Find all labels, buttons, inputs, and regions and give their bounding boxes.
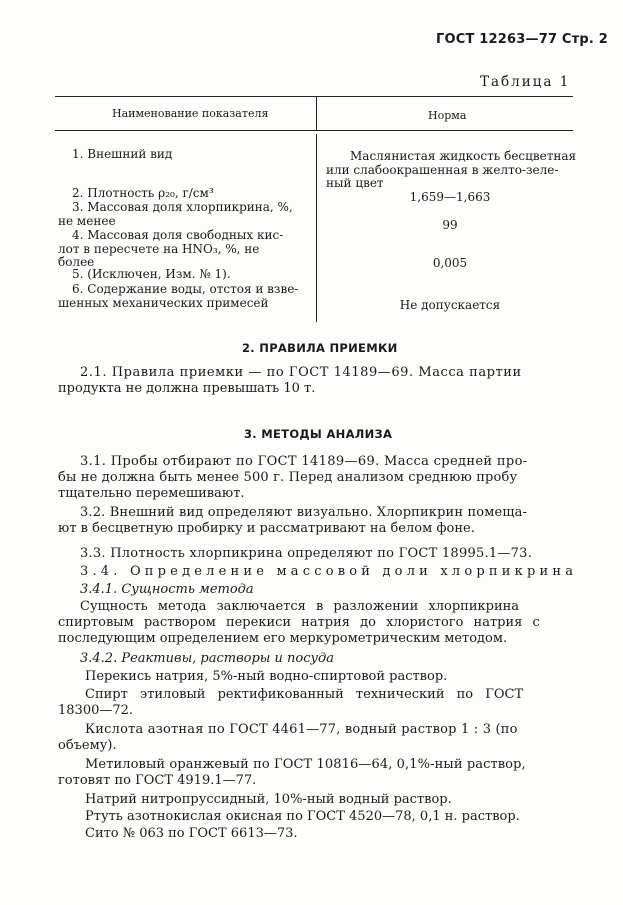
reagent-2: Спирт этиловый ректификованный технический по ГОСТ 18300—72. bbox=[58, 687, 524, 718]
row-2-norm: 1,659—1,663 bbox=[409, 190, 491, 204]
reagent-7: Сито № 063 по ГОСТ 6613—73. bbox=[85, 826, 298, 841]
row-1-name: 1. Внешний вид bbox=[72, 147, 173, 161]
para-3-2: 3.2. Внешний вид определяют визуально. Хлорпикрин помеща- ют в бесцветную пробирку и рассматривают на белом фоне. bbox=[58, 505, 528, 536]
para-3-1: 3.1. Пробы отбирают по ГОСТ 14189—69. Масса средней про- бы не должна быть менее 500 г. Перед анализом среднюю пробу тщательно перемешивают. bbox=[58, 454, 528, 501]
reagent-4: Метиловый оранжевый по ГОСТ 10816—64, 0,1%-ный раствор, готовят по ГОСТ 4919.1—77. bbox=[58, 757, 526, 788]
table-top-rule bbox=[55, 96, 573, 97]
table-header-divider bbox=[316, 96, 317, 130]
row-4-name: 4. Массовая доля свободных кис- лот в пересчете на HNO₃, %, не более bbox=[58, 228, 284, 269]
row-6-norm: Не допускается bbox=[399, 298, 501, 312]
section-3-title: 3. МЕТОДЫ АНАЛИЗА bbox=[244, 427, 393, 441]
row-6-name: 6. Содержание воды, отстоя и взве- шенных механических примесей bbox=[58, 282, 299, 310]
section-2-title: 2. ПРАВИЛА ПРИЕМКИ bbox=[242, 341, 398, 355]
row-3-name: 3. Массовая доля хлорпикрина, %, не менее bbox=[58, 200, 293, 228]
reagent-3: Кислота азотная по ГОСТ 4461—77, водный раствор 1 : 3 (по объему). bbox=[58, 722, 518, 753]
para-3-4: 3.4. Определение массовой доли хлорпикрина bbox=[80, 564, 578, 579]
row-5-name: 5. (Исключен, Изм. № 1). bbox=[72, 267, 231, 281]
table-header-rule bbox=[55, 130, 573, 131]
reagent-5: Натрий нитропруссидный, 10%-ный водный раствор. bbox=[85, 792, 452, 807]
row-3-norm: 99 bbox=[442, 218, 458, 232]
col-header-name: Наименование показателя bbox=[112, 107, 269, 120]
reagent-6: Ртуть азотнокислая окисная по ГОСТ 4520—78, 0,1 н. раствор. bbox=[85, 809, 520, 824]
row-4-norm: 0,005 bbox=[432, 256, 468, 270]
page-header: ГОСТ 12263—77 Стр. 2 bbox=[436, 32, 609, 47]
table-body-divider bbox=[316, 134, 317, 322]
table-caption: Таблица 1 bbox=[480, 74, 571, 90]
reagent-1: Перекись натрия, 5%-ный водно-спиртовой раствор. bbox=[85, 669, 448, 684]
para-3-4-1-title: 3.4.1. Сущность метода bbox=[80, 582, 254, 597]
col-header-norm: Норма bbox=[428, 109, 467, 122]
para-3-3: 3.3. Плотность хлорпикрина определяют по ГОСТ 18995.1—73. bbox=[80, 546, 533, 561]
row-1-norm: Маслянистая жидкость бесцветная или слабоокрашенная в желто-зеле- ный цвет bbox=[326, 149, 577, 190]
para-2-1: 2.1. Правила приемки — по ГОСТ 14189—69. Масса партии продукта не должна превышать 10 т. bbox=[58, 365, 522, 396]
row-2-name: 2. Плотность ρ₂₀, г/см³ bbox=[72, 186, 214, 200]
para-3-4-1-text: Сущность метода заключается в разложении хлорпикрина спиртовым раствором перекиси натрия до хлористого натрия с последующим определением его меркурометрическим методом. bbox=[58, 599, 540, 646]
para-3-4-2-title: 3.4.2. Реактивы, растворы и посуда bbox=[80, 651, 335, 666]
